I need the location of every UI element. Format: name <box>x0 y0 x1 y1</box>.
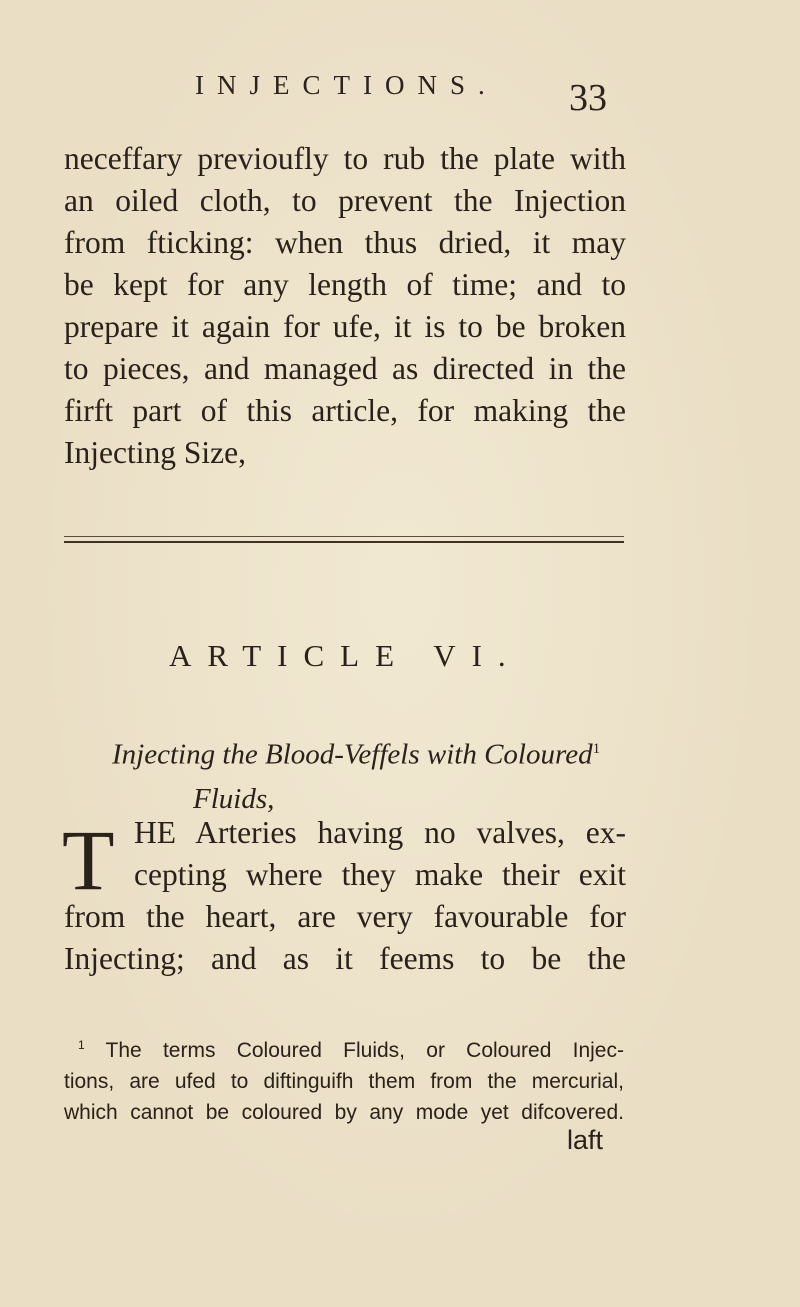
subtitle-line-2: Fluids, <box>193 782 275 815</box>
text-line: neceffary previoufly to rub the plate with <box>64 141 626 176</box>
article-heading: ARTICLE VI. <box>169 638 522 673</box>
footnote-line <box>64 1030 624 1066</box>
article-subtitle <box>112 727 612 821</box>
section-divider-thick <box>64 541 624 543</box>
text-line: from fticking: when thus dried, it may <box>64 225 626 260</box>
text-line: cepting where they make their exit <box>134 857 626 892</box>
paragraph-continued <box>64 138 626 474</box>
text-line: Injecting Size, <box>64 435 246 470</box>
text-line: Injecting; and as it feems to be the <box>64 941 626 976</box>
text-line: to pieces, and managed as directed in the <box>64 351 626 386</box>
text-line: be kept for any length of time; and to <box>64 267 626 302</box>
text-line: an oiled cloth, to prevent the Injection <box>64 183 626 218</box>
page-number: 33 <box>569 77 607 119</box>
text-line: firft part of this article, for making the <box>64 393 626 428</box>
running-head: INJECTIONS. <box>195 70 498 100</box>
subtitle-line-1: Injecting the Blood-Veffels with Coloured <box>112 738 593 771</box>
drop-cap: T <box>62 812 115 908</box>
text-line: from the heart, are very favourable for <box>64 899 626 934</box>
text-line: prepare it again for ufe, it is to be broken <box>64 309 626 344</box>
paragraph-article-opening <box>64 812 626 980</box>
footnote <box>64 1030 624 1128</box>
section-divider-thin <box>64 536 624 537</box>
footnote-reference: 1 <box>592 741 601 757</box>
footnote-text: The terms Coloured Fluids, or Coloured Injec- <box>105 1039 624 1062</box>
footnote-mark: 1 <box>78 1038 85 1052</box>
footnote-line: which cannot be coloured by any mode yet difcovered. <box>64 1101 624 1124</box>
text-line: HE Arteries having no valves, ex- <box>134 815 626 850</box>
catchword: laft <box>567 1125 604 1155</box>
footnote-line: tions, are ufed to diftinguifh them from the mercurial, <box>64 1070 624 1093</box>
